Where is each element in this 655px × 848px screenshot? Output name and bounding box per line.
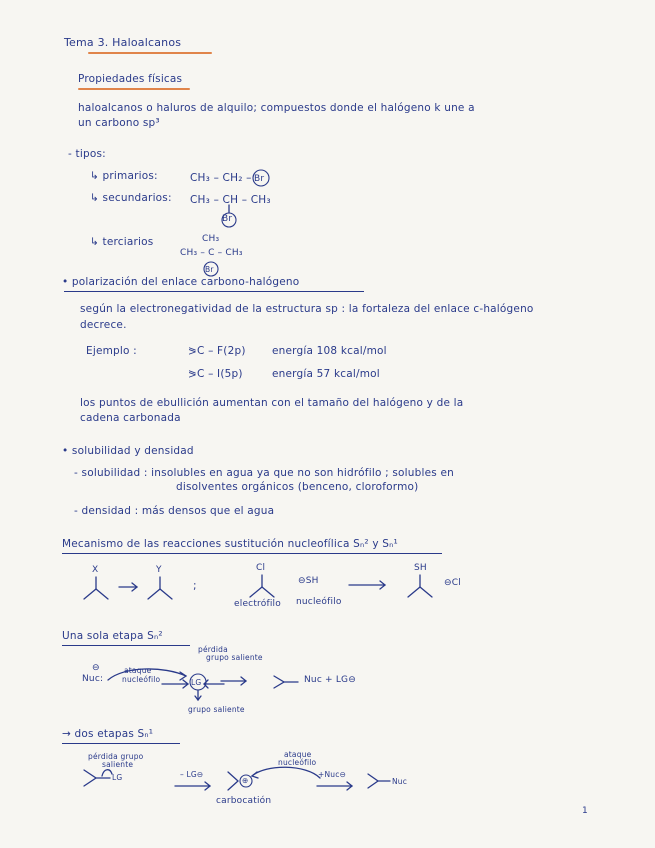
example-2-energy: energía 57 kcal/mol	[272, 368, 380, 380]
skeletal-sh	[404, 573, 436, 601]
sn1-attack-curve	[246, 764, 326, 784]
skeletal-x	[80, 575, 112, 603]
sn2-grupo-saliente: grupo saliente	[206, 653, 263, 662]
sn1-saliente: saliente	[102, 760, 134, 769]
propiedades-heading: Propiedades físicas	[78, 73, 183, 85]
polarizacion-underline	[64, 291, 364, 292]
sh-ion: ⊖SH	[298, 576, 319, 586]
semicolon: ;	[193, 580, 197, 592]
mecanismo-heading: Mecanismo de las reacciones sustitución nucleofílica Sₙ² y Sₙ¹	[62, 538, 398, 550]
skeletal-y	[144, 575, 176, 603]
definition-line-2: un carbono sp³	[78, 117, 160, 129]
secundarios-halogen: Br	[222, 214, 233, 224]
sn2-lg-circle	[186, 670, 210, 704]
secundarios-label: ↳ secundarios:	[90, 192, 172, 204]
terciarios-halogen: Br	[205, 265, 214, 274]
solubilidad-line-1: - solubilidad : insolubles en agua ya que no son hidrófilo ; solubles en	[74, 467, 455, 479]
title-underline	[88, 52, 212, 54]
ebullicion-line-1: los puntos de ebullición aumentan con el tamaño del halógeno y de la	[80, 397, 464, 409]
sn1-underline	[62, 743, 180, 744]
example-1-bond: ⪖C – F(2p)	[188, 345, 246, 357]
sn2-lg: LG	[191, 678, 202, 687]
propiedades-underline	[78, 88, 190, 90]
example-2-bond: ⪖C – I(5p)	[188, 368, 243, 380]
sn1-heading: → dos etapas Sₙ¹	[62, 728, 154, 740]
sn1-ataque: ataque	[284, 750, 312, 759]
sn2-arrow	[220, 676, 250, 686]
page-number: 1	[582, 806, 588, 816]
sn1-perdida: pérdida grupo	[88, 752, 144, 761]
example-1-energy: energía 108 kcal/mol	[272, 345, 387, 357]
solubilidad-heading: • solubilidad y densidad	[62, 445, 194, 457]
sn2-perdida: pérdida	[198, 645, 228, 654]
ebullicion-line-2: cadena carbonada	[80, 412, 181, 424]
sh-label: SH	[414, 563, 427, 573]
sn2-nucleofilo: nucleófilo	[122, 675, 161, 684]
polarizacion-line-1: según la electronegatividad de la estructura sp : la fortaleza del enlace c-halógeno	[80, 303, 534, 315]
terciarios-mid: CH₃ – C – CH₃	[180, 248, 243, 258]
primarios-halogen: Br	[254, 174, 265, 184]
sn2-heading: Una sola etapa Sₙ²	[62, 630, 163, 642]
ejemplo-label: Ejemplo :	[86, 345, 137, 357]
sn1-carbocation-label: carbocatión	[216, 796, 272, 806]
nucleofilo-label: nucleófilo	[296, 597, 342, 607]
sn1-minus-lg: – LG⊖	[180, 770, 204, 779]
definition-line-1: haloalcanos o haluros de alquilo; compuestos donde el halógeno k une a	[78, 102, 475, 114]
terciarios-label: ↳ terciarios	[90, 236, 154, 248]
cl-ion: ⊖Cl	[444, 578, 461, 588]
skeletal-cl	[246, 573, 278, 601]
secundarios-formula: CH₃ – CH – CH₃	[190, 194, 271, 206]
sn2-product: Nuc + LG⊖	[304, 675, 356, 685]
sn1-arrow-2	[316, 781, 356, 791]
sn2-nuc: Nuc:	[82, 674, 104, 684]
sn1-arrow-1	[174, 781, 214, 791]
sn2-underline	[62, 645, 190, 646]
solubilidad-line-2: disolventes orgánicos (benceno, cloroformo)	[176, 481, 419, 493]
y-label: Y	[156, 565, 162, 575]
polarizacion-heading: • polarización del enlace carbono-halógeno	[62, 276, 300, 288]
sn2-ataque: ataque	[124, 666, 152, 675]
terciarios-top: CH₃	[202, 234, 220, 244]
sn1-plus-nuc: +Nuc⊖	[318, 770, 347, 779]
sn1-nucleofilo: nucleófilo	[278, 758, 317, 767]
tipos-label: - tipos:	[68, 148, 106, 160]
sn2-neg-charge: ⊖	[92, 663, 100, 673]
arrow-1	[118, 582, 140, 592]
sn2-grupo-label: grupo saliente	[188, 705, 245, 714]
mecanismo-underline	[62, 553, 442, 554]
cl-label: Cl	[256, 563, 266, 573]
arrow-2	[348, 580, 388, 590]
electrofilo-label: electrófilo	[234, 599, 281, 609]
densidad-line: - densidad : más densos que el agua	[74, 505, 275, 517]
polarizacion-line-2: decrece.	[80, 319, 127, 331]
sn1-product	[366, 770, 394, 792]
sn1-nuc: Nuc	[392, 777, 408, 786]
sn1-lg: LG	[112, 773, 123, 782]
sn1-plus: ⊕	[242, 776, 249, 785]
primarios-label: ↳ primarios:	[90, 170, 158, 182]
x-label: X	[92, 565, 99, 575]
primarios-formula: CH₃ – CH₂ –	[190, 172, 252, 184]
title: Tema 3. Haloalcanos	[64, 36, 182, 49]
sn2-skeletal	[272, 670, 302, 692]
